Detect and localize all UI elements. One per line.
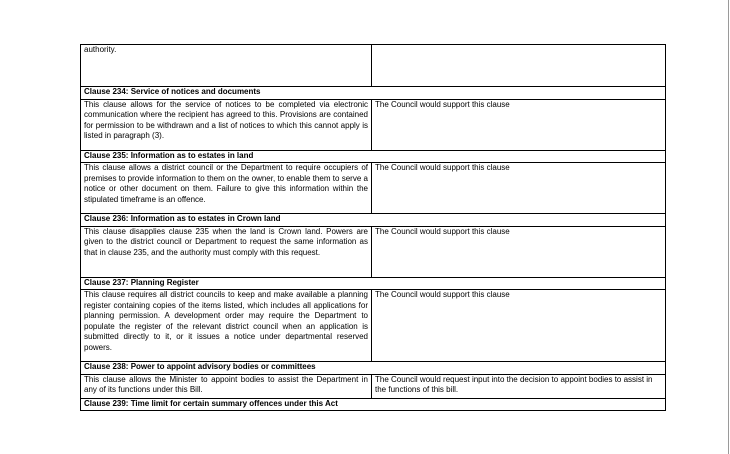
clause-heading: Clause 235: Information as to estates in land	[81, 150, 666, 163]
clause-description: This clause allows the Minister to appoint bodies to assist the Department in any of its functions under this Bill.	[81, 374, 372, 398]
clause-heading-row	[81, 214, 666, 227]
clause-heading: Clause 236: Information as to estates in Crown land	[81, 214, 666, 227]
response-cell	[372, 45, 666, 87]
clause-heading-row	[81, 277, 666, 290]
clause-heading-row	[81, 398, 666, 411]
clause-heading: Clause 238: Power to appoint advisory bodies or committees	[81, 362, 666, 375]
council-response: The Council would support this clause	[372, 163, 666, 214]
clause-heading: Clause 234: Service of notices and documents	[81, 87, 666, 100]
table-row	[81, 226, 666, 277]
clause-description: This clause allows a district council or the Department to require occupiers of premises to provide information to them on the owner, to enable them to serve a notice or other document on them. Failure to give this information within the stipulated timeframe is an offence.	[81, 163, 372, 214]
page-edge-divider	[728, 0, 729, 454]
clause-heading: Clause 239: Time limit for certain summary offences under this Act	[81, 398, 666, 411]
table-row	[81, 163, 666, 214]
clause-heading-row	[81, 362, 666, 375]
table-row	[81, 99, 666, 150]
clause-description: This clause allows for the service of notices to be completed via electronic communication where the recipient has agreed to this. Provisions are contained for permission to be withdrawn and a list of notices to which this cannot apply is listed in paragraph (3).	[81, 99, 372, 150]
description-cell: authority.	[81, 45, 372, 87]
clause-description: This clause requires all district councils to keep and make available a planning register containing copies of the items listed, which includes all applications for planning permission. A development order may require the Department to populate the register of the relevant district council when an application is submitted directly to it, or it issues a notice under departmental reserved powers.	[81, 290, 372, 362]
clause-response-table	[80, 44, 666, 411]
council-response: The Council would request input into the decision to appoint bodies to assist in the functions of this bill.	[372, 374, 666, 398]
council-response: The Council would support this clause	[372, 99, 666, 150]
clause-heading-row	[81, 150, 666, 163]
council-response: The Council would support this clause	[372, 226, 666, 277]
table-row	[81, 290, 666, 362]
clause-description: This clause disapplies clause 235 when the land is Crown land. Powers are given to the district council or Department to request the same information as that in clause 235, and the authority must comply with this request.	[81, 226, 372, 277]
table-row	[81, 374, 666, 398]
clause-heading: Clause 237: Planning Register	[81, 277, 666, 290]
table-row	[81, 45, 666, 87]
clause-heading-row	[81, 87, 666, 100]
council-response: The Council would support this clause	[372, 290, 666, 362]
